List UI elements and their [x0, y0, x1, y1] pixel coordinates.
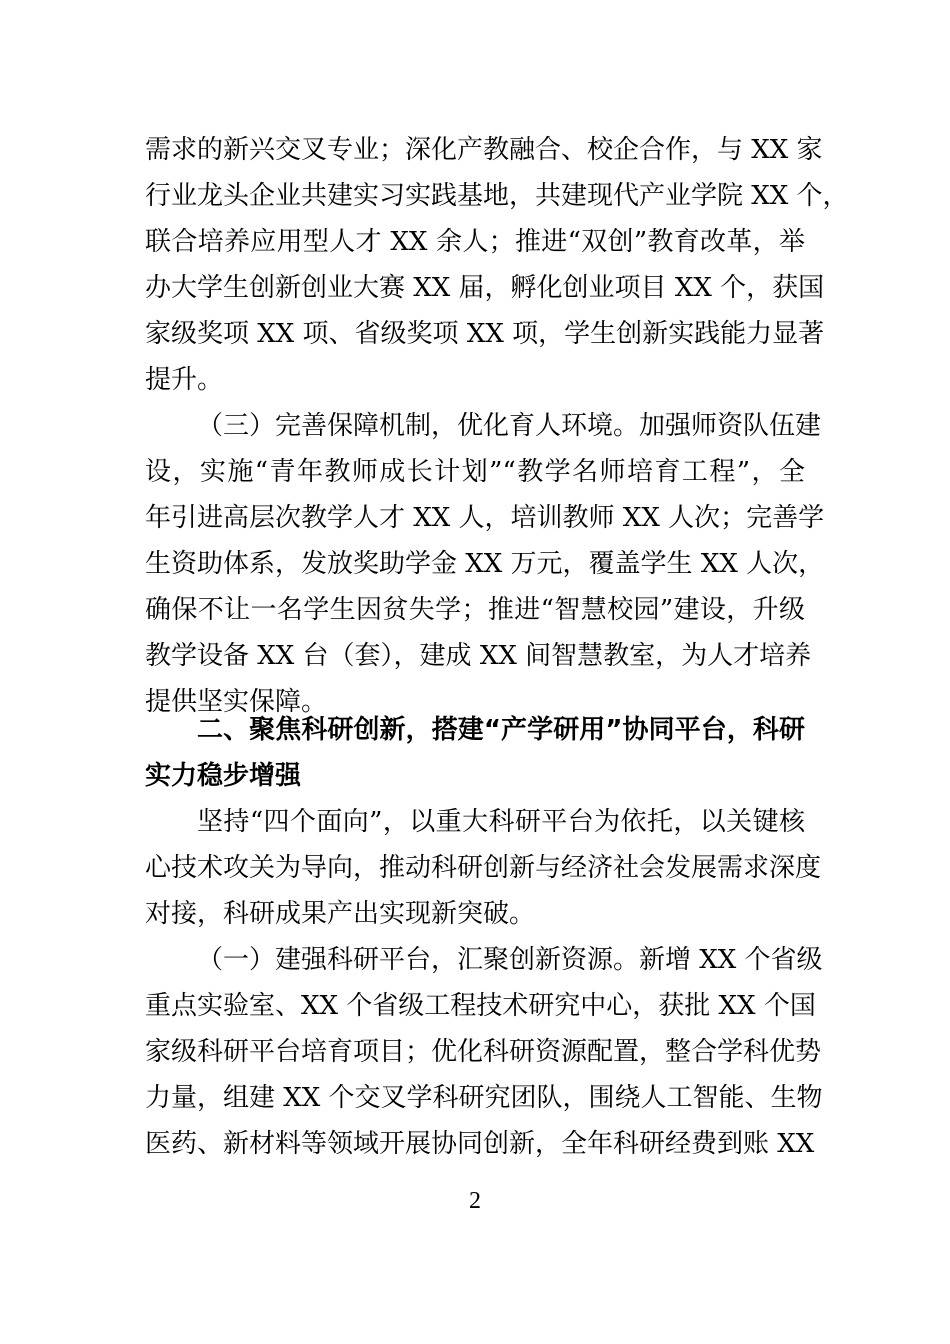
text-line: 确保不让一名学生因贫失学；推进“智慧校园”建设，升级 — [145, 595, 805, 625]
text-line: 提升。 — [145, 365, 224, 395]
text-line: 设，实施“青年教师成长计划”“教学名师培育工程”，全 — [145, 457, 805, 487]
text-line: 心技术攻关为导向，推动科研创新与经济社会发展需求深度 — [145, 853, 822, 883]
text-line: 办大学生创新创业大赛 XX 届，孵化创业项目 XX 个，获国 — [145, 273, 825, 303]
text-line: 重点实验室、XX 个省级工程技术研究中心，获批 XX 个国 — [145, 991, 816, 1021]
text-line: 力量，组建 XX 个交叉学科研究团队，围绕人工智能、生物 — [145, 1083, 823, 1113]
text-line: 提供坚实保障。 — [145, 687, 328, 717]
text-line: 联合培养应用型人才 XX 余人；推进“双创”教育改革，举 — [145, 227, 805, 257]
text-line: 家级科研平台培育项目；优化科研资源配置，整合学科优势 — [145, 1037, 822, 1067]
heading-line: 二、聚焦科研创新，搭建“产学研用”协同平台，科研 — [197, 715, 805, 745]
page-number: 2 — [469, 1188, 481, 1214]
text-line: 医药、新材料等领域开展协同创新，全年科研经费到账 XX — [145, 1129, 815, 1159]
text-line: （三）完善保障机制，优化育人环境。加强师资队伍建 — [197, 411, 822, 441]
text-line: 年引进高层次教学人才 XX 人，培训教师 XX 人次；完善学 — [145, 503, 825, 533]
text-line: （一）建强科研平台，汇聚创新资源。新增 XX 个省级 — [197, 945, 823, 975]
text-line: 需求的新兴交叉专业；深化产教融合、校企合作，与 XX 家 — [145, 135, 823, 165]
text-line: 对接，科研成果产出实现新突破。 — [145, 899, 536, 929]
text-line: 坚持“四个面向”，以重大科研平台为依托，以关键核 — [197, 807, 805, 837]
text-line: 教学设备 XX 台（套），建成 XX 间智慧教室，为人才培养 — [145, 641, 812, 671]
text-line: 生资助体系，发放奖助学金 XX 万元，覆盖学生 XX 人次， — [145, 549, 825, 579]
text-line: 家级奖项 XX 项、省级奖项 XX 项，学生创新实践能力显著 — [145, 319, 825, 349]
text-line: 行业龙头企业共建实习实践基地，共建现代产业学院 XX 个， — [145, 181, 849, 211]
heading-line: 实力稳步增强 — [145, 761, 302, 791]
